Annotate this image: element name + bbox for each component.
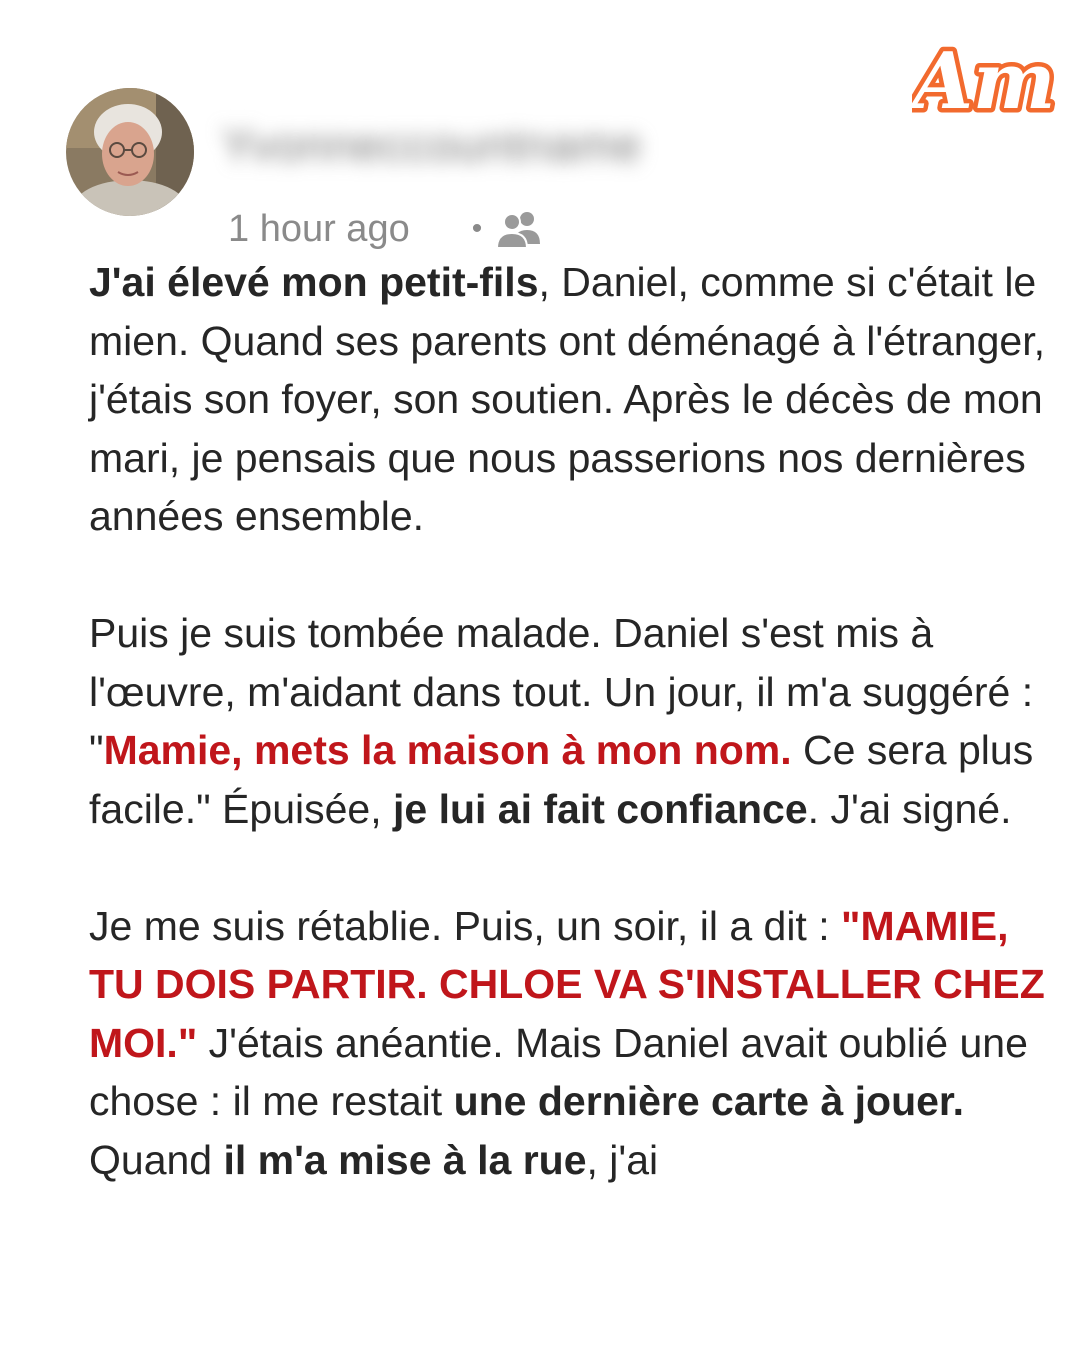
text-span: Puis je suis tombée malade. Daniel s'est mis à l'œuvre, m'aidant dans tout. Un jour, il m'a suggéré : " — [89, 610, 1034, 773]
friends-icon — [494, 208, 544, 250]
paragraph-3 — [89, 897, 1049, 1190]
text-span: . J'ai signé. — [807, 785, 1012, 832]
highlight-phrase: Mamie, mets la maison à mon nom. — [103, 727, 792, 773]
bold-phrase: il m'a mise à la rue — [223, 1136, 587, 1183]
paragraph-1 — [89, 253, 1049, 546]
highlight-phrase: "MAMIE, TU DOIS PARTIR. CHLOE VA S'INSTALLER CHEZ MOI." — [89, 902, 1045, 1066]
text-span: Ce sera plus facile." Épuisée, — [89, 727, 1034, 832]
text-span: , Daniel, comme si c'était le mien. Quand ses parents ont déménagé à l'étranger, j'étais son foyer, son soutien. Après le décès de mon mari, je pensais que nous passerions nos dernières années ensemble. — [89, 259, 1045, 539]
text-span: J'étais anéantie. Mais Daniel avait oublié une chose : il me restait — [89, 1019, 1028, 1124]
avatar[interactable] — [66, 88, 194, 216]
paragraph-2 — [89, 604, 1049, 838]
text-span: Quand — [89, 1136, 224, 1183]
brand-logo — [912, 28, 1057, 133]
post-body — [89, 253, 1049, 1248]
text-span: Je me suis rétablie. Puis, un soir, il a dit : — [89, 902, 841, 949]
bold-phrase: je lui ai fait confiance — [393, 785, 808, 832]
bold-phrase: une dernière carte à jouer. — [453, 1078, 965, 1124]
brand-logo-text: Am — [912, 36, 1056, 127]
author-name[interactable]: Yvonneccountname — [222, 119, 643, 171]
timestamp[interactable]: 1 hour ago — [228, 207, 410, 250]
text-span: , j'ai — [586, 1136, 659, 1183]
meta-separator: • — [471, 212, 483, 245]
bold-phrase: J'ai élevé mon petit-fils — [89, 259, 539, 305]
post-meta — [228, 205, 544, 253]
